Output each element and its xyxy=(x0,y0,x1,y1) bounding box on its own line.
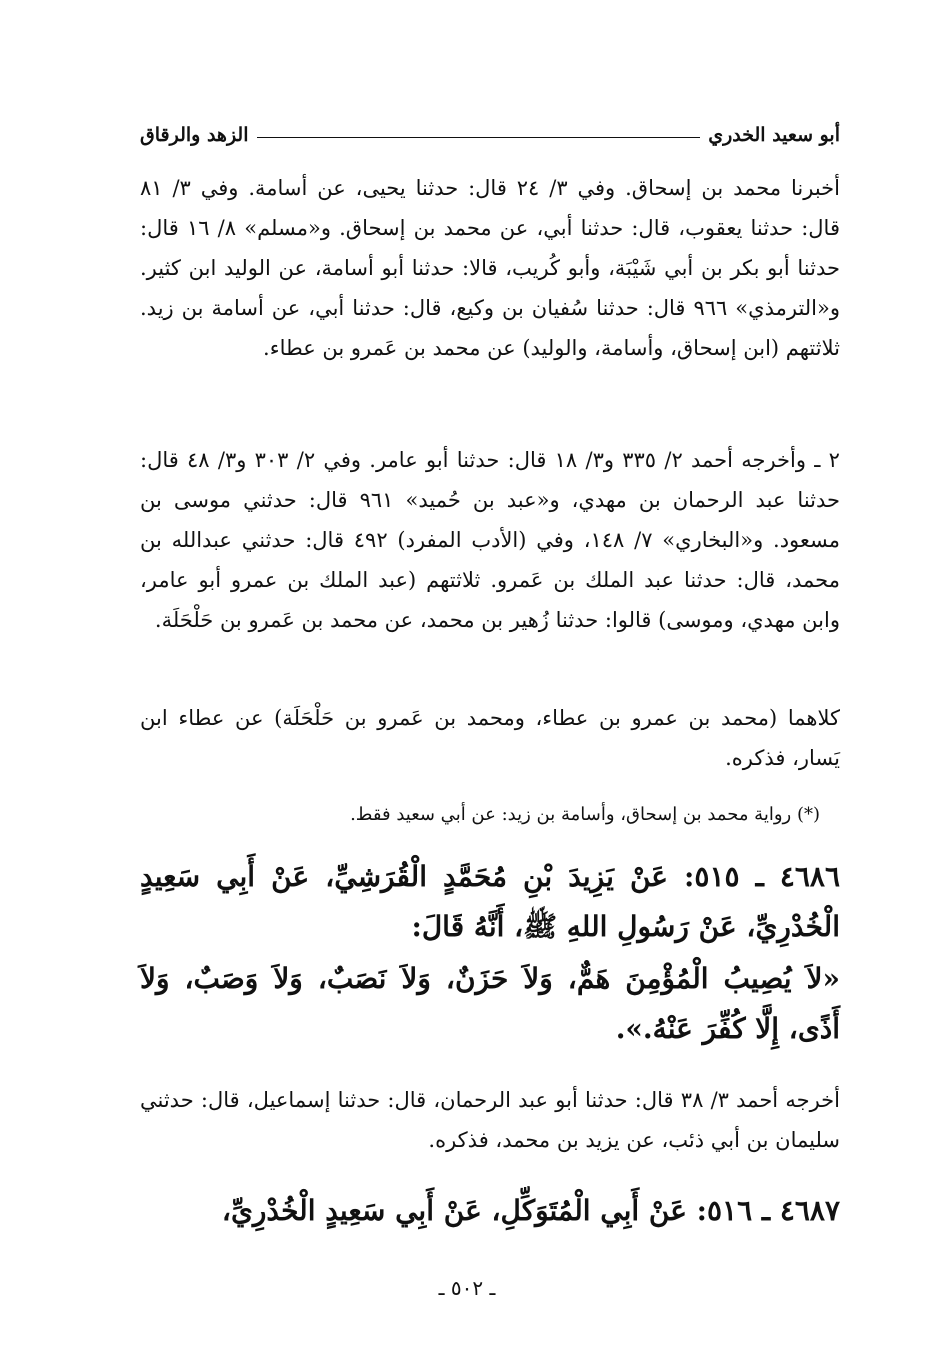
running-header xyxy=(140,112,840,146)
hadith-4686-isnad: ٤٦٨٦ ـ ٥١٥: عَنْ يَزِيدَ بْنِ مُحَمَّدٍ الْقُرَشِيِّ، عَنْ أَبِي سَعِيدٍ الْخُدْرِيِّ، عَنْ رَسُولِ اللهِ ﷺ، أَنَّهُ قَالَ: xyxy=(140,860,840,943)
header-rule xyxy=(257,137,701,138)
footnote-remark: (*) رواية محمد بن إسحاق، وأسامة بن زيد: عن أبي سعيد فقط. xyxy=(350,804,820,825)
header-section-title: أبو سعيد الخدري xyxy=(708,124,840,146)
footnote-paragraph-2: ٢ ـ وأخرجه أحمد ٢/ ٣٣٥ و٣/ ١٨ قال: حدثنا أبو عامر. وفي ٢/ ٣٠٣ و٣/ ٤٨ قال: حدثنا عبد الرحمان بن مهدي، و«عبد بن حُميد» ٩٦١ قال: حدثني موسى بن مسعود. و«البخاري» ٧/ ١٤٨، وفي (الأدب المفرد) ٤٩٢ قال: حدثني عبدالله بن محمد، قال: حدثنا عبد الملك بن عَمرو. ثلاثتهم (عبد الملك بن عمرو أبو عامر، وابن مهدي، وموسى) قالوا: حدثنا زُهير بن محمد، عن محمد بن عَمرو بن حَلْحَلَة. xyxy=(140,448,841,632)
header-chapter-title: الزهد والرقاق xyxy=(140,124,249,146)
hadith-4686-matn: «لاَ يُصِيبُ الْمُؤْمِنَ هَمٌّ، وَلاَ حَزَنٌ، وَلاَ نَصَبٌ، وَلاَ وَصَبٌ، وَلاَ أَذًى، إِلَّا كُفِّرَ عَنْهُ.». xyxy=(140,962,840,1045)
page-number: ـ ٥٠٢ ـ xyxy=(438,1276,496,1300)
footnote-paragraph-1: أخبرنا محمد بن إسحاق. وفي ٣/ ٢٤ قال: حدثنا يحيى، عن أسامة. وفي ٣/ ٨١ قال: حدثنا يعقوب، قال: حدثنا أبي، عن محمد بن إسحاق. و«مسلم» ٨/ ١٦ قال: حدثنا أبو بكر بن أبي شَيْبَة، وأبو كُريب، قالا: حدثنا أبو أسامة، عن الوليد ابن كثير. و«الترمذي» ٩٦٦ قال: حدثنا سُفيان بن وكيع، قال: حدثنا أبي، عن أسامة بن زيد. ثلاثتهم (ابن إسحاق، وأسامة، والوليد) عن محمد بن عَمرو بن عطاء. xyxy=(140,176,840,360)
footnote-paragraph-3: كلاهما (محمد بن عمرو بن عطاء، ومحمد بن عَمرو بن حَلْحَلَة) عن عطاء ابن يَسار، فذكره. xyxy=(140,706,840,770)
hadith-4687-isnad: ٤٦٨٧ ـ ٥١٦: عَنْ أَبِي الْمُتَوَكِّلِ، عَنْ أَبِي سَعِيدٍ الْخُدْرِيِّ، xyxy=(221,1194,840,1227)
hadith-4686-takhrij: أخرجه أحمد ٣/ ٣٨ قال: حدثنا أبو عبد الرحمان، قال: حدثنا إسماعيل، قال: حدثني سليمان بن أبي ذئب، عن يزيد بن محمد، فذكره. xyxy=(140,1088,840,1152)
